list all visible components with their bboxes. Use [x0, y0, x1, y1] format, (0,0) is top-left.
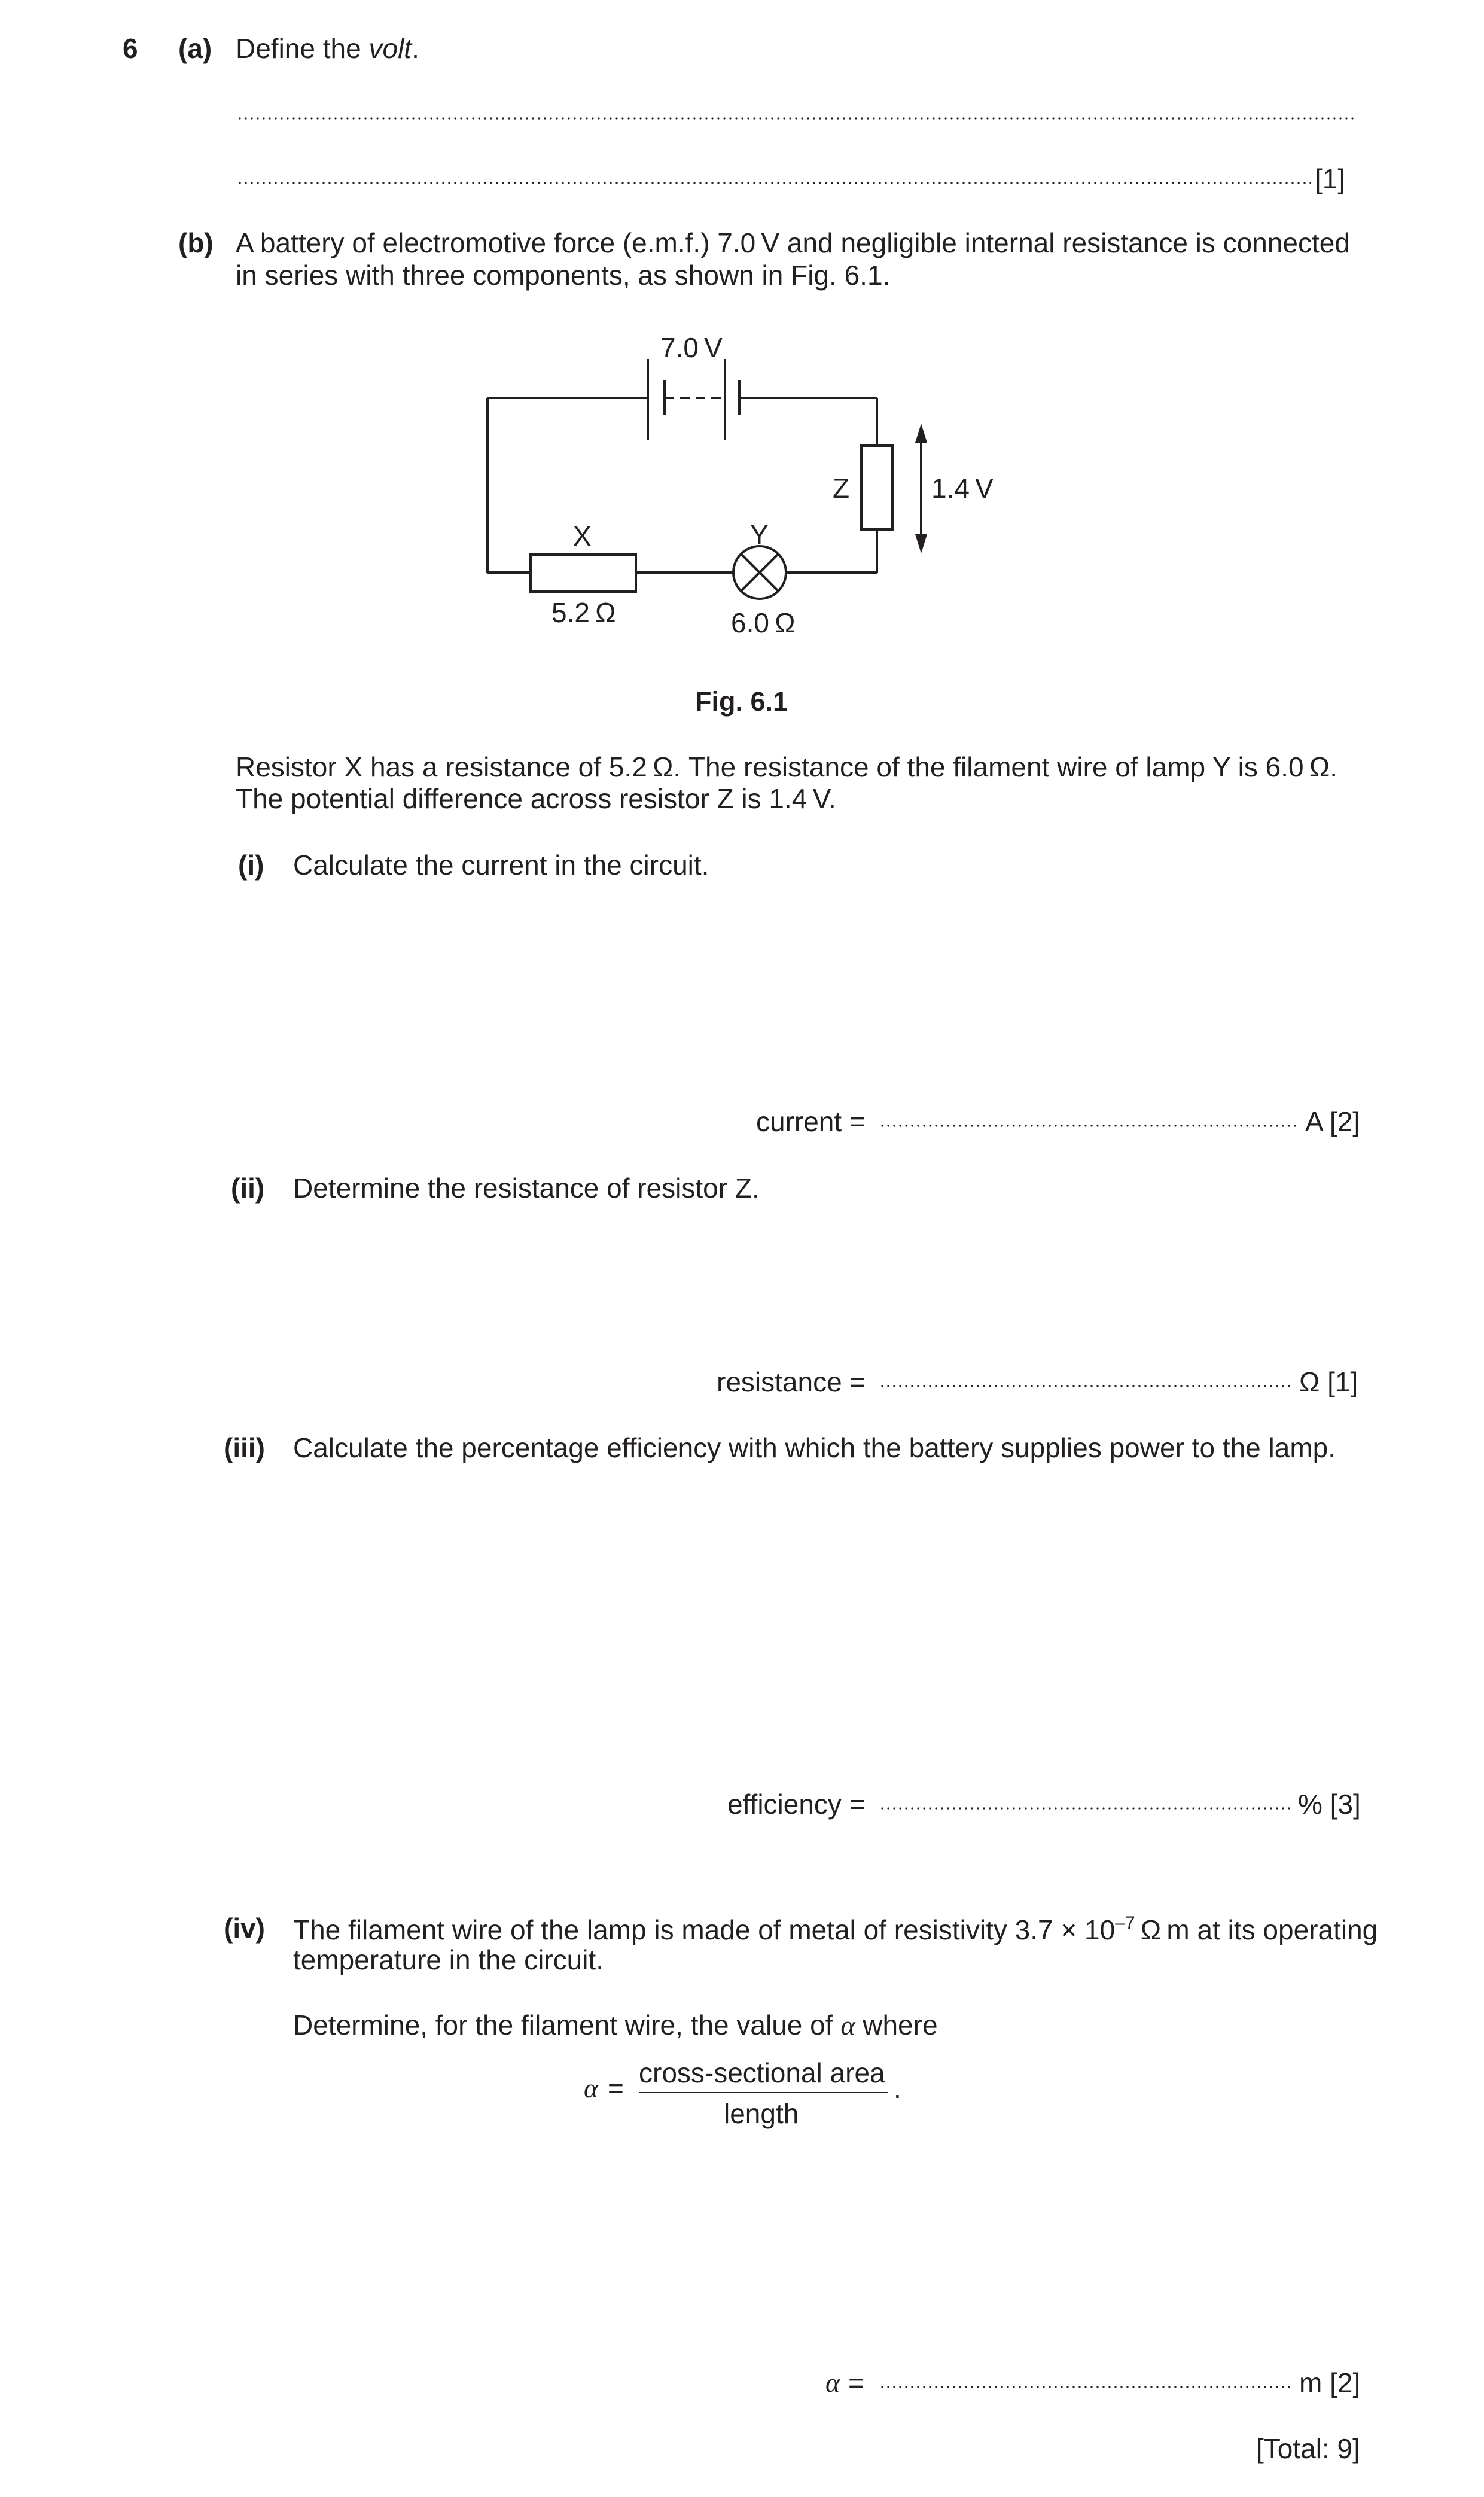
fraction-bar [639, 2092, 888, 2093]
part-iv-text-line1 [293, 1914, 1378, 1944]
battery-voltage-label: 7.0 V [660, 332, 723, 363]
current-answer-field[interactable] [879, 1125, 1298, 1127]
part-iv-answer-symbol: α [825, 2367, 840, 2398]
part-iv-exponent: –7 [1115, 1913, 1135, 1933]
resistor-z [861, 446, 892, 529]
part-a-prompt-end: . [412, 33, 419, 64]
part-iii-answer-label: efficiency = [727, 1789, 866, 1820]
alpha-answer-field[interactable] [879, 2386, 1292, 2388]
part-a-prompt-em: volt [368, 33, 412, 64]
part-iii-label: (iii) [224, 1432, 265, 1463]
part-iv-determine-a: Determine, for the filament wire, the value of [293, 2009, 841, 2041]
formula-denominator: length [724, 2098, 799, 2129]
resistance-answer-field[interactable] [879, 1385, 1292, 1387]
total-marks: [Total: 9] [1256, 2433, 1360, 2464]
part-iv-text-line2: temperature in the circuit. [293, 1944, 604, 1975]
part-iii-text: Calculate the percentage efficiency with which the battery supplies power to the lamp. [293, 1432, 1336, 1463]
value-y: 6.0 Ω [731, 607, 796, 638]
part-ii-text: Determine the resistance of resistor Z. [293, 1173, 760, 1204]
part-b-intro-line2: in series with three components, as shown in Fig. 6.1. [236, 260, 891, 291]
part-b-intro-line1: A battery of electromotive force (e.m.f.) 7.0 V and negligible internal resistance is connected [236, 227, 1350, 258]
part-a-label: (a) [178, 33, 212, 64]
part-iv-determine [293, 2011, 938, 2039]
formula-equals: = [608, 2073, 624, 2104]
voltage-arrow-head-down [915, 534, 927, 553]
circuit-diagram [0, 0, 1484, 658]
part-iv-text-line1-b: Ω m at its operating [1135, 1914, 1378, 1945]
part-ii-answer-unit: Ω [1] [1299, 1366, 1358, 1397]
part-i-label: (i) [238, 849, 264, 881]
part-i-text: Calculate the current in the circuit. [293, 849, 709, 881]
part-iv-determine-b: where [855, 2009, 938, 2041]
part-i-answer-unit: A [2] [1305, 1106, 1361, 1137]
part-b-info-line2: The potential difference across resistor Z is 1.4 V. [236, 783, 836, 814]
part-b-label: (b) [178, 227, 214, 258]
efficiency-answer-field[interactable] [879, 1807, 1292, 1810]
part-iv-text-line1-a: The filament wire of the lamp is made of metal of resistivity 3.7 × 10 [293, 1914, 1116, 1945]
label-z: Z [833, 473, 850, 504]
voltage-z-label: 1.4 V [931, 473, 994, 504]
alpha-symbol: α [840, 2010, 855, 2041]
part-ii-label: (ii) [231, 1173, 265, 1204]
question-number: 6 [123, 33, 138, 64]
label-x: X [573, 520, 592, 552]
resistor-x [531, 555, 636, 592]
part-iv-answer-label: = [848, 2367, 864, 2398]
part-iii-answer-unit: % [3] [1298, 1789, 1361, 1820]
value-x: 5.2 Ω [551, 597, 616, 628]
part-b-info-line1: Resistor X has a resistance of 5.2 Ω. The resistance of the filament wire of lamp Y is 6.0 Ω. [236, 751, 1337, 782]
part-a-marks: [1] [1315, 163, 1346, 194]
part-i-answer-label: current = [756, 1106, 866, 1137]
formula-period: . [894, 2073, 901, 2104]
part-iv-label: (iv) [224, 1913, 265, 1944]
part-ii-answer-label: resistance = [717, 1366, 866, 1397]
figure-caption: Fig. 6.1 [695, 686, 788, 717]
part-iv-answer-unit: m [2] [1299, 2367, 1361, 2398]
formula-numerator: cross-sectional area [639, 2057, 885, 2088]
voltage-arrow-head-up [915, 424, 927, 443]
part-a-prompt-text: Define the [236, 33, 369, 64]
formula-alpha: α [584, 2073, 599, 2103]
label-y: Y [750, 519, 769, 550]
